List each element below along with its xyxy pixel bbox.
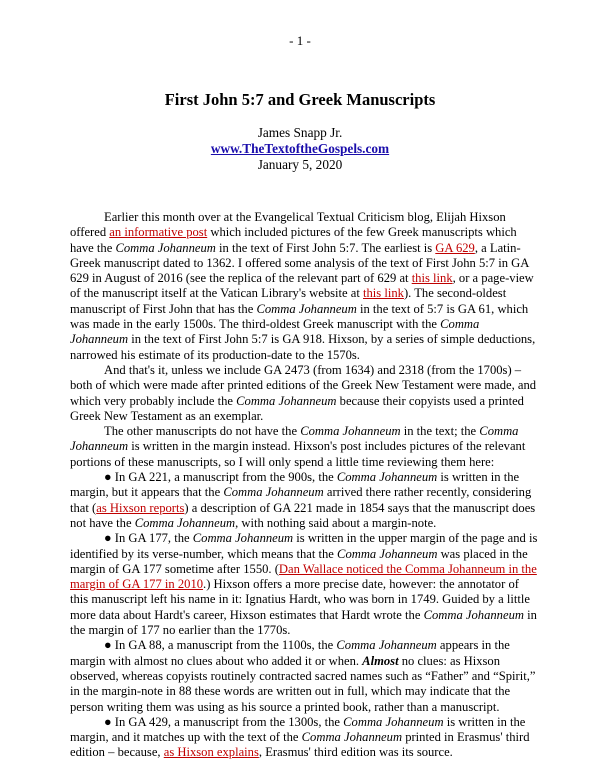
vatican-library-link[interactable]: this link	[363, 286, 404, 301]
text: ● In GA 221, a manuscript from the 900s, the	[104, 470, 337, 485]
italic-term: Comma Johanneum	[336, 470, 438, 485]
italic-term: Comma Johanneum	[300, 424, 401, 439]
hixson-reports-link[interactable]: as Hixson reports	[96, 500, 185, 515]
text: arrived there rather recently, considering that (	[70, 485, 532, 515]
document-body	[70, 210, 540, 761]
text: is written in the margin instead. Hixson's post includes pictures of the relevant portions of these manuscripts, so I will only spend a little time reviewing them here:	[70, 439, 526, 469]
bullet-ga-177	[70, 531, 540, 638]
paragraph-1	[70, 210, 540, 363]
italic-term: Comma Johanneum	[70, 317, 480, 347]
text: , or a page-view of the manuscript itself at the Vatican Library's website at	[70, 271, 534, 301]
paragraph-3	[70, 424, 540, 470]
text: The other manuscripts do not have the	[104, 424, 301, 439]
text: , Erasmus' third edition was its source.	[258, 745, 453, 760]
text: in the text of 5:7 is GA 61, which was made in the early 1500s. The third-oldest Greek manuscript with the	[70, 301, 529, 332]
italic-term: Comma Johanneum	[336, 638, 437, 653]
text: , with nothing said about a margin-note.	[235, 515, 437, 530]
italic-term: Comma Johanneum	[192, 531, 294, 546]
dan-wallace-link[interactable]: Dan Wallace noticed the Comma Johanneum in the margin of GA 177 in 2010	[70, 561, 537, 592]
italic-term: Comma Johanneum	[223, 485, 324, 500]
text: ) a description of GA 221 made in 1854 says that the manuscript does not have the	[70, 500, 536, 530]
text: .) Hixson offers a more precise date, however: the annotator of this manuscript left his name in it: Ignatius Hardt, who was born in 1749. Guided by a little more data about Hardt's career, Hixson estimates that Hardt wrote the	[70, 577, 530, 622]
text: , a Latin-Greek manuscript dated to 1362. I offered some analysis of the text of First John 5:7 in GA 629 in August of 2016 (see the replica of the relevant part of 629 at	[70, 240, 529, 286]
text: ● In GA 429, a manuscript from the 1300s, the	[104, 714, 344, 729]
document-date: January 5, 2020	[257, 157, 343, 172]
bullet-ga-88	[70, 638, 540, 714]
text: ● In GA 88, a manuscript from the 1100s, the	[104, 638, 337, 653]
text: is written in the upper margin of the page and is identified by its verse-number, which means that the	[70, 531, 538, 561]
paragraph-2	[70, 363, 540, 424]
text: is written in the margin, but it appears that the	[70, 470, 520, 500]
bullet-ga-429	[70, 715, 540, 761]
text: in the margin of 177 no earlier than the 1770s.	[70, 607, 537, 638]
italic-term: Comma Johanneum	[236, 393, 337, 408]
document-title: First John 5:7 and Greek Manuscripts	[164, 90, 436, 109]
text: in the text of First John 5:7 is GA 918. Hixson, by a series of simple deductions, narrowed his estimate of its production-date to the 1570s.	[70, 332, 536, 362]
italic-term: Comma Johanneum	[301, 730, 403, 745]
text: in the text; the	[400, 424, 480, 439]
informative-post-link[interactable]: an informative post	[109, 225, 208, 240]
emphasis: Almost	[362, 653, 399, 668]
italic-term: Comma Johanneum	[337, 546, 438, 561]
italic-term: Comma Johanneum	[70, 424, 519, 454]
bullet-ga-221	[70, 470, 540, 531]
text: And that's it, unless we include GA 2473 (from 1634) and 2318 (from the 1700s) – both of which were made after printed editions of the Greek New Testament were made, and which very probably include the	[70, 362, 537, 408]
page-number: - 1 -	[289, 33, 311, 48]
text: no clues: as Hixson observed, whereas copyists routinely contracted sacred names such as “Father” and “Spirit,” in the margin-note in 88 these words are written out in full, which may indicate that the person writing them was using as his source a printed book, rather than a manuscript.	[70, 653, 536, 714]
text: ). The second-oldest manuscript of First John that has the	[70, 286, 507, 316]
text: appears in the margin with almost no clues about who added it or when.	[70, 638, 510, 668]
website-link[interactable]: www.TheTextoftheGospels.com	[210, 141, 390, 156]
author-block	[0, 125, 600, 173]
italic-term: Comma Johanneum	[134, 515, 236, 530]
author-name: James Snapp Jr.	[257, 125, 343, 140]
ga-629-link[interactable]: GA 629	[435, 240, 475, 255]
italic-term: Comma Johanneum	[343, 714, 444, 729]
text: ● In GA 177, the	[104, 531, 193, 546]
replica-link[interactable]: this link	[411, 271, 453, 286]
hixson-explains-link[interactable]: as Hixson explains	[163, 745, 259, 760]
text: was placed in the margin of GA 177 sometime after 1550. (	[70, 546, 528, 576]
text: because their copyists used a printed Greek New Testament as an exemplar.	[70, 393, 524, 423]
text: which included pictures of the few Greek manuscripts which have the	[70, 225, 517, 255]
text: printed in Erasmus' third edition – because,	[70, 730, 530, 760]
text: Earlier this month over at the Evangelical Textual Criticism blog, Elijah Hixson offered	[70, 210, 506, 240]
text: in the text of First John 5:7. The earliest is	[215, 240, 436, 255]
text: is written in the margin, and it matches up with the text of the	[70, 714, 526, 745]
italic-term: Comma Johanneum	[256, 301, 357, 316]
italic-term: Comma Johanneum	[115, 240, 216, 255]
italic-term: Comma Johanneum	[423, 607, 524, 622]
